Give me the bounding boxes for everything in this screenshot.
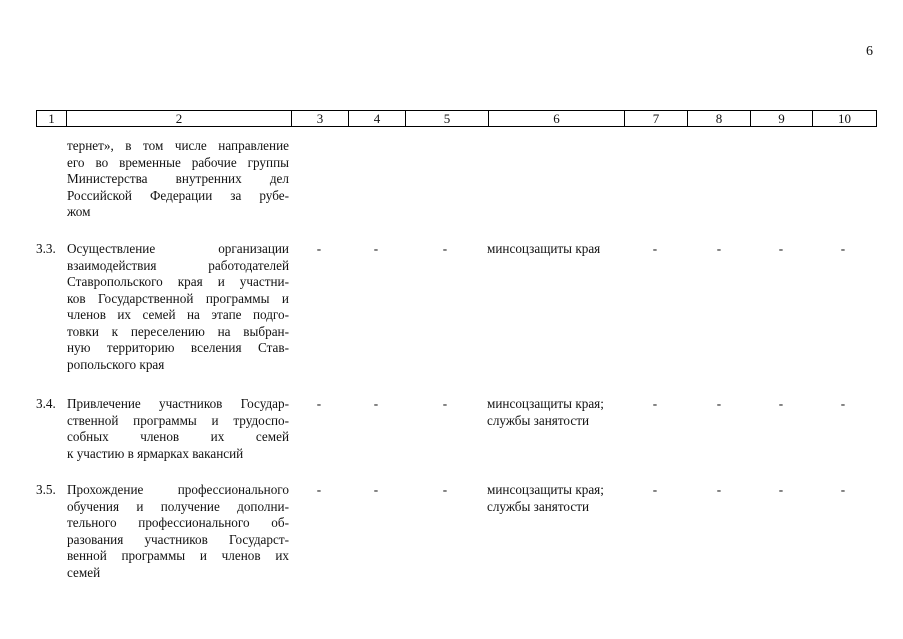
cell-col-10: -	[840, 241, 846, 256]
cell-col-8: -	[716, 482, 722, 497]
header-col-5: 5	[406, 111, 489, 127]
header-col-8: 8	[688, 111, 751, 127]
row-number: 3.5.	[36, 482, 56, 497]
table-header-row	[36, 110, 877, 127]
cell-col-6: минсоцзащиты края	[487, 241, 601, 256]
cell-col-8: -	[716, 241, 722, 256]
cell-col-4: -	[373, 482, 379, 497]
row-number: 3.4.	[36, 396, 56, 411]
cell-col-6: минсоцзащиты края; службы занятости	[487, 396, 604, 428]
header-col-6: 6	[489, 111, 625, 127]
row-number: 3.3.	[36, 241, 56, 256]
cell-col-9: -	[778, 482, 784, 497]
cell-col-7: -	[652, 396, 658, 411]
cell-col-6: минсоцзащиты края; службы занятости	[487, 482, 604, 514]
cell-col-3: -	[316, 396, 322, 411]
row-description: Осуществление организации взаимодействия работодателей Ставропольского края и участни- ков Государственной программы и членов их семей на этапе подго- товки к переселению на выбран- ную территорию вселения Став- ропольского края	[67, 241, 289, 372]
cell-col-5: -	[442, 241, 448, 256]
cell-col-3: -	[316, 482, 322, 497]
header-col-3: 3	[292, 111, 349, 127]
cell-col-10: -	[840, 396, 846, 411]
cell-col-7: -	[652, 241, 658, 256]
header-col-1: 1	[37, 111, 67, 127]
cell-col-3: -	[316, 241, 322, 256]
cell-col-9: -	[778, 241, 784, 256]
cell-col-5: -	[442, 396, 448, 411]
continuation-text: тернет», в том числе направление его во временные рабочие группы Министерства внутренних дел Российской Федерации за рубе- жом	[67, 138, 289, 219]
cell-col-8: -	[716, 396, 722, 411]
row-description: Прохождение профессионального обучения и получение дополни- тельного профессионального об- разования участников Государст- венной программы и членов их семей	[67, 482, 289, 580]
row-description: Привлечение участников Государ- ственной программы и трудоспо- собных членов их семей к участию в ярмарках вакансий	[67, 396, 289, 461]
cell-col-10: -	[840, 482, 846, 497]
header-col-4: 4	[349, 111, 406, 127]
cell-col-4: -	[373, 241, 379, 256]
header-col-9: 9	[751, 111, 813, 127]
header-col-10: 10	[813, 111, 877, 127]
cell-col-9: -	[778, 396, 784, 411]
cell-col-4: -	[373, 396, 379, 411]
cell-col-7: -	[652, 482, 658, 497]
header-col-2: 2	[67, 111, 292, 127]
header-col-7: 7	[625, 111, 688, 127]
cell-col-5: -	[442, 482, 448, 497]
page-number: 6	[866, 44, 873, 59]
